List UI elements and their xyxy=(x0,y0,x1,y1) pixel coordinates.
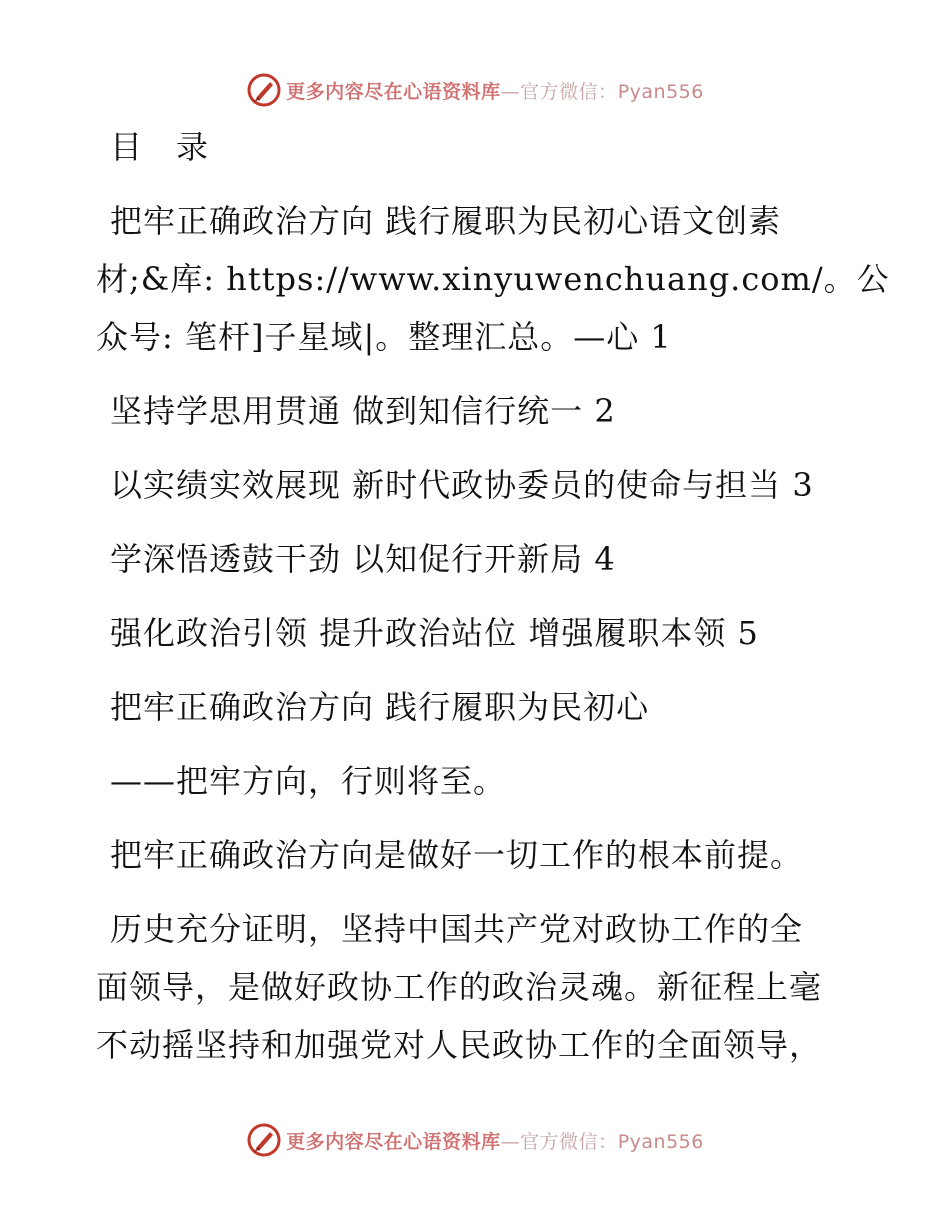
paragraph: 把牢正确政治方向是做好一切工作的根本前提。 xyxy=(110,836,804,874)
pen-logo-icon xyxy=(246,72,282,108)
toc-entry-line: 把牢正确政治方向 践行履职为民初心语文创素 xyxy=(110,202,782,240)
toc-entry xyxy=(96,382,866,440)
toc-title: 目 录 xyxy=(110,128,210,166)
footer-banner xyxy=(0,1118,950,1162)
header-banner-wechat: Pyan556 xyxy=(617,80,704,103)
paragraph-line: 历史充分证明，坚持中国共产党对政协工作的全 xyxy=(110,910,804,948)
toc-entry-line: 学深悟透鼓干劲 以知促行开新局 4 xyxy=(110,540,616,578)
header-banner-text xyxy=(286,77,704,104)
pen-logo-icon xyxy=(246,1122,282,1158)
toc-entry-line: 强化政治引领 提升政治站位 增强履职本领 5 xyxy=(110,614,759,652)
toc-entry-line: 以实绩实效展现 新时代政协委员的使命与担当 3 xyxy=(110,466,814,504)
toc-entry xyxy=(96,604,866,662)
footer-banner-wechat: Pyan556 xyxy=(617,1130,704,1153)
toc-entry xyxy=(96,456,866,514)
footer-banner-separator: — xyxy=(500,1130,521,1153)
toc-entry-line: 坚持学思用贯通 做到知信行统一 2 xyxy=(110,392,616,430)
section-subtitle: ——把牢方向，行则将至。 xyxy=(110,762,507,800)
paragraph-line: 面领导，是做好政协工作的政治灵魂。新征程上毫 xyxy=(96,968,823,1006)
header-banner-sub: 官方微信： xyxy=(520,80,618,103)
footer-banner-text xyxy=(286,1127,704,1154)
toc-entry xyxy=(96,192,890,366)
header-banner-main: 更多内容尽在心语资料库 xyxy=(286,80,501,103)
toc-entry-line: 众号: 笔杆]子星域|。整理汇总。—心 1 xyxy=(96,318,672,356)
section-title: 把牢正确政治方向 践行履职为民初心 xyxy=(110,688,650,726)
paragraph-line: 不动摇坚持和加强党对人民政协工作的全面领导， xyxy=(96,1026,823,1064)
header-banner-separator: — xyxy=(500,80,521,103)
footer-banner-main: 更多内容尽在心语资料库 xyxy=(286,1130,501,1153)
toc-entry xyxy=(96,530,866,588)
toc-entry-line: 材;&库: https://www.xinyuwenchuang.com/。公 xyxy=(96,260,890,298)
header-banner xyxy=(0,68,950,112)
paragraph xyxy=(96,900,866,1074)
document-body xyxy=(96,118,890,1074)
footer-banner-sub: 官方微信： xyxy=(520,1130,618,1153)
